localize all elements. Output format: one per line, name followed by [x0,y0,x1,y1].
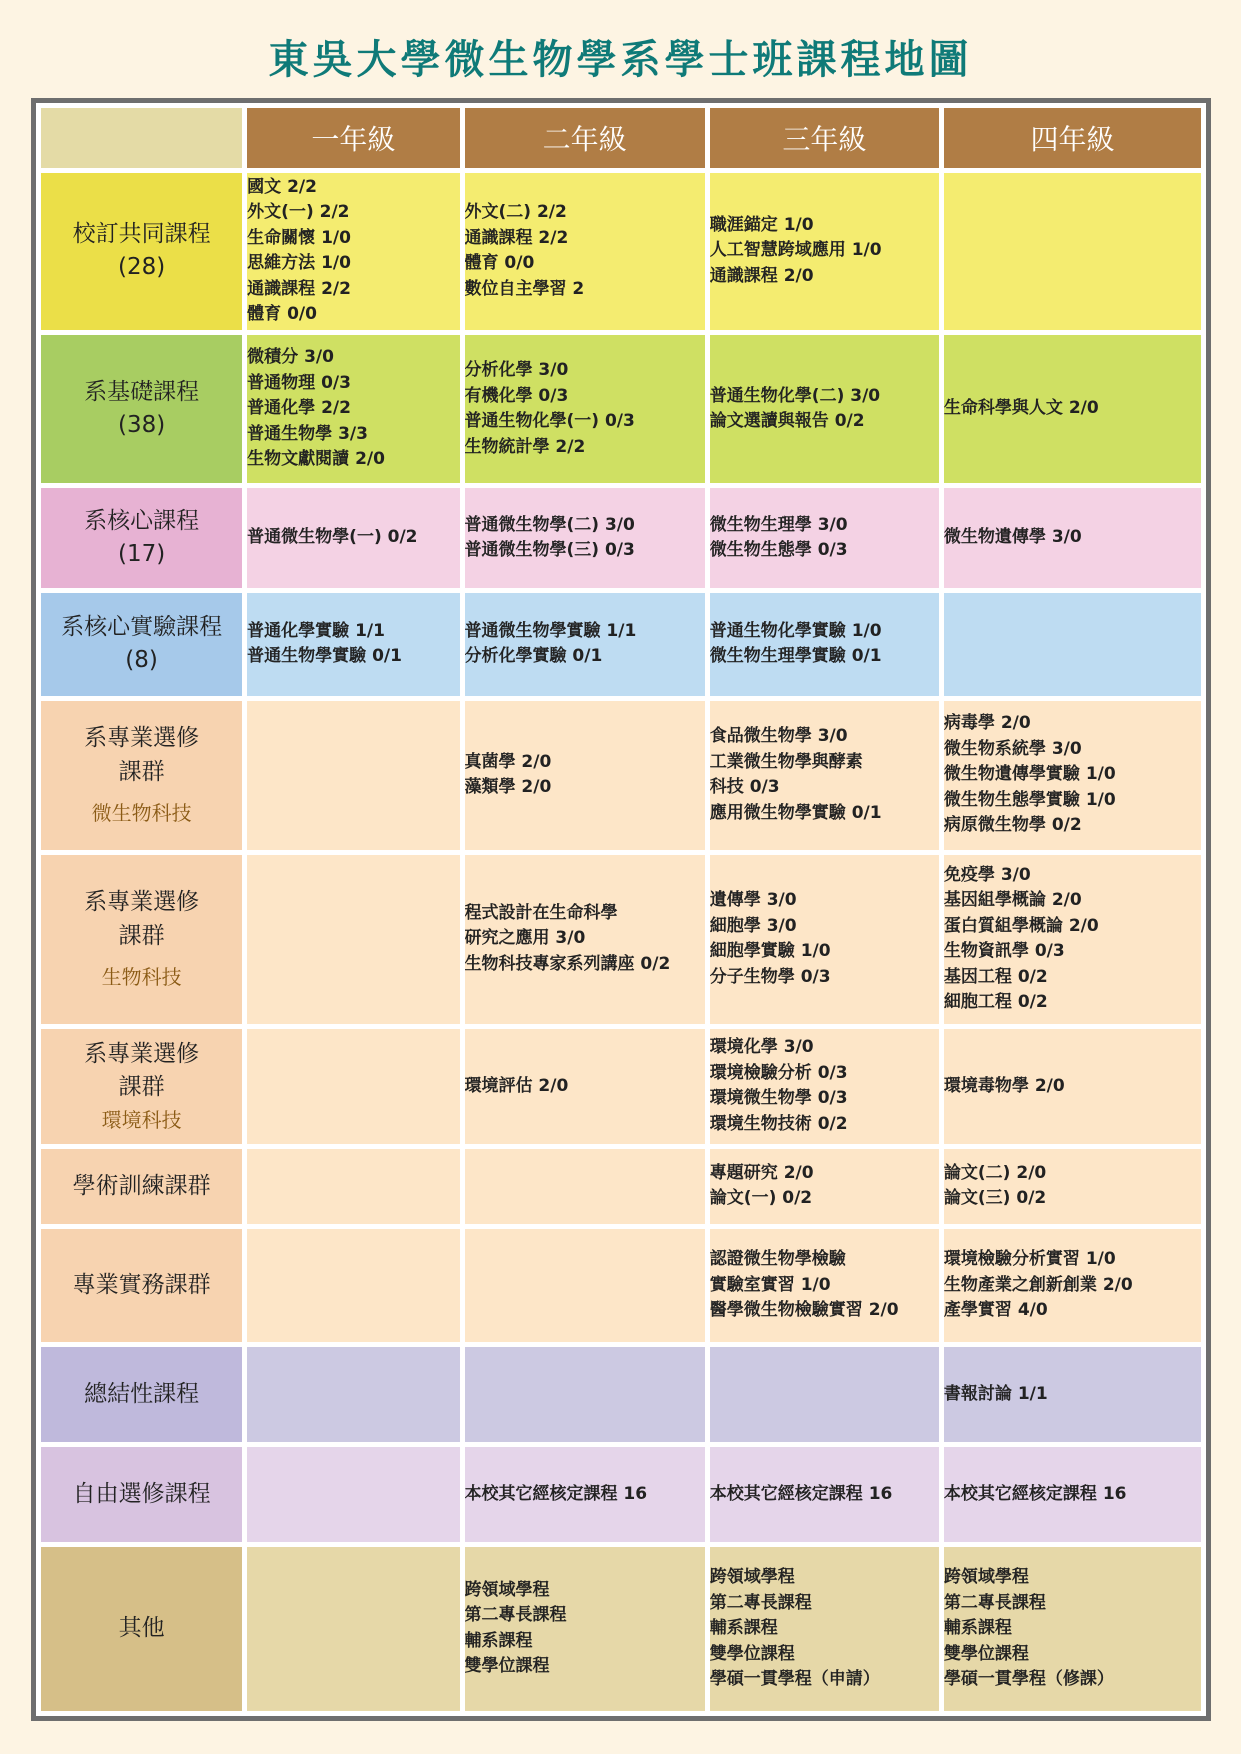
page-title: 東吳大學微生物學系學士班課程地圖 [268,37,973,83]
course-cell: 微生物生理學 3/0 微生物生態學 0/3 [710,488,939,588]
course-cell: 生命科學與人文 2/0 [944,335,1201,484]
year-header: 四年級 [944,108,1201,168]
course-cell: 跨領域學程 第二專長課程 輔系課程 雙學位課程 [465,1547,705,1711]
category-name: 系核心實驗課程 [61,614,223,640]
course-cell: 跨領域學程 第二專長課程 輔系課程 雙學位課程 學碩一貫學程（申請） [710,1547,939,1711]
table-row [41,1547,1201,1711]
curriculum-table [36,103,1206,1716]
year-header: 二年級 [465,108,705,168]
course-cell: 遺傳學 3/0 細胞學 3/0 細胞學實驗 1/0 分子生物學 0/3 [710,855,939,1024]
table-row [41,1229,1201,1342]
course-cell [944,173,1201,330]
category-name: 專業實務課群 [72,1271,211,1298]
course-cell [247,1447,459,1541]
course-cell [710,1347,939,1442]
category-credits: (28) [117,254,166,281]
year-header: 三年級 [710,108,939,168]
course-cell: 職涯錨定 1/0 人工智慧跨域應用 1/0 通識課程 2/0 [710,173,939,330]
course-cell: 環境毒物學 2/0 [944,1029,1201,1144]
category-cell [41,1229,242,1342]
category-cell [41,1547,242,1711]
course-cell [247,1229,459,1342]
course-cell [465,1149,705,1224]
course-cell: 跨領域學程 第二專長課程 輔系課程 雙學位課程 學碩一貫學程（修課） [944,1547,1201,1711]
course-cell: 真菌學 2/0 藻類學 2/0 [465,701,705,850]
category-credits: (38) [117,412,166,439]
course-cell [944,593,1201,696]
category-cell [41,593,242,696]
course-cell [247,1029,459,1144]
course-cell: 國文 2/2 外文(一) 2/2 生命關懷 1/0 思維方法 1/0 通識課程 2/2 體育 0/0 [247,173,459,330]
course-cell: 專題研究 2/0 論文(一) 0/2 [710,1149,939,1224]
course-cell [465,1229,705,1342]
category-cell [41,701,242,850]
category-name: 系專業選修 課群 [84,1040,200,1100]
course-cell [247,1149,459,1224]
course-cell: 微生物遺傳學 3/0 [944,488,1201,588]
category-cell [41,488,242,588]
course-cell: 微積分 3/0 普通物理 0/3 普通化學 2/2 普通生物學 3/3 生物文獻閱讀 2/0 [247,335,459,484]
category-name: 系專業選修 課群 [84,889,200,949]
category-credits: (17) [117,541,166,568]
course-cell: 普通生物化學(二) 3/0 論文選讀與報告 0/2 [710,335,939,484]
category-name: 自由選修課程 [72,1480,211,1507]
course-cell: 書報討論 1/1 [944,1347,1201,1442]
category-name: 系基礎課程 [84,378,200,405]
table-row [41,593,1201,696]
course-cell: 認證微生物學檢驗 實驗室實習 1/0 醫學微生物檢驗實習 2/0 [710,1229,939,1342]
course-cell: 食品微生物學 3/0 工業微生物學與酵素 科技 0/3 應用微生物學實驗 0/1 [710,701,939,850]
category-cell [41,1149,242,1224]
course-cell: 本校其它經核定課程 16 [710,1447,939,1541]
table-row [41,1029,1201,1144]
category-cell [41,1447,242,1541]
category-subgroup: 微生物科技 [91,800,192,825]
header-row [41,108,1201,168]
course-cell: 環境化學 3/0 環境檢驗分析 0/3 環境微生物學 0/3 環境生物技術 0/2 [710,1029,939,1144]
course-cell: 免疫學 3/0 基因組學概論 2/0 蛋白質組學概論 2/0 生物資訊學 0/3 基因工程 0/2 細胞工程 0/2 [944,855,1201,1024]
table-row [41,701,1201,850]
category-subgroup: 環境科技 [101,1108,182,1133]
course-cell [247,1347,459,1442]
category-cell [41,335,242,484]
course-cell [247,701,459,850]
course-cell [465,1347,705,1442]
category-name: 系專業選修 課群 [84,725,200,785]
header-corner [41,108,242,168]
category-name: 學術訓練課群 [72,1172,211,1199]
course-cell: 環境評估 2/0 [465,1029,705,1144]
course-cell: 本校其它經核定課程 16 [944,1447,1201,1541]
course-cell: 程式設計在生命科學 研究之應用 3/0 生物科技專家系列講座 0/2 [465,855,705,1024]
category-cell [41,1029,242,1144]
course-cell: 普通微生物學(二) 3/0 普通微生物學(三) 0/3 [465,488,705,588]
category-cell [41,855,242,1024]
year-header: 一年級 [247,108,459,168]
course-cell [247,855,459,1024]
course-cell: 病毒學 2/0 微生物系統學 3/0 微生物遺傳學實驗 1/0 微生物生態學實驗 1/0 病原微生物學 0/2 [944,701,1201,850]
course-cell: 論文(二) 2/0 論文(三) 0/2 [944,1149,1201,1224]
course-cell: 外文(二) 2/2 通識課程 2/2 體育 0/0 數位自主學習 2 [465,173,705,330]
course-cell: 普通化學實驗 1/1 普通生物學實驗 0/1 [247,593,459,696]
category-name: 校訂共同課程 [72,220,211,247]
table-row [41,1149,1201,1224]
category-subgroup: 生物科技 [101,965,182,990]
category-name: 其他 [118,1615,165,1642]
course-cell: 普通微生物學(一) 0/2 [247,488,459,588]
table-row [41,488,1201,588]
course-cell: 環境檢驗分析實習 1/0 生物產業之創新創業 2/0 產學實習 4/0 [944,1229,1201,1342]
table-row [41,173,1201,330]
table-row [41,855,1201,1024]
category-name: 系核心課程 [84,507,200,534]
category-cell [41,173,242,330]
category-credits: (8) [125,647,158,674]
table-row [41,1347,1201,1442]
table-row [41,1447,1201,1541]
category-name: 總結性課程 [84,1380,200,1407]
course-cell: 分析化學 3/0 有機化學 0/3 普通生物化學(一) 0/3 生物統計學 2/2 [465,335,705,484]
course-cell: 本校其它經核定課程 16 [465,1447,705,1541]
category-cell [41,1347,242,1442]
course-cell: 普通生物化學實驗 1/0 微生物生理學實驗 0/1 [710,593,939,696]
course-cell: 普通微生物學實驗 1/1 分析化學實驗 0/1 [465,593,705,696]
course-cell [247,1547,459,1711]
table-row [41,335,1201,484]
